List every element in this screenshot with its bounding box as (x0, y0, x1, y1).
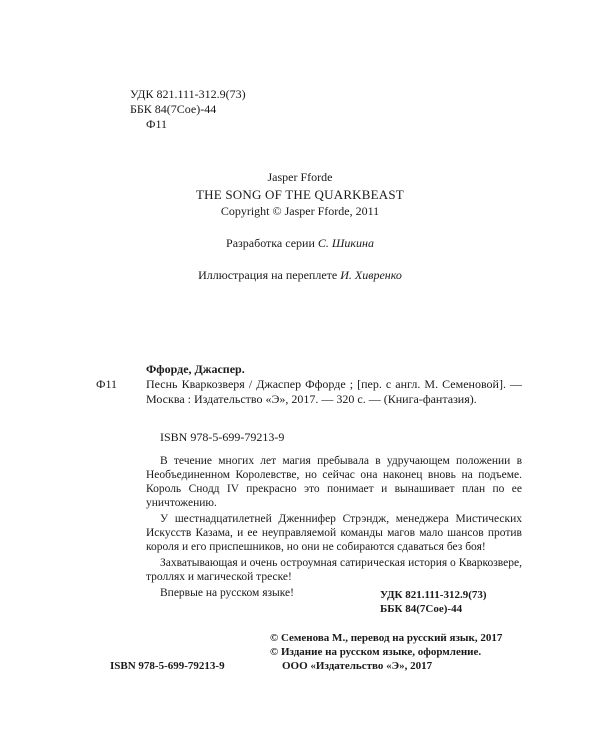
series-credit (0, 236, 600, 250)
rights-publisher: ООО «Издательство «Э», 2017 (282, 660, 433, 672)
annotation-paragraph: В течение многих лет магия пребывала в удручающем положении в Необъединенном Королевстве, но сейчас она наконец вновь на подъеме. Король Снодд IV прекрасно это понимает и вынашивает план по ее уничтожению. (146, 455, 522, 509)
original-author: Jasper Fforde (267, 170, 333, 184)
catalog-isbn: ISBN 978-5-699-79213-9 (160, 430, 285, 444)
catalog-heading: Ффорде, Джаспер. (146, 362, 245, 376)
rights-edition: © Издание на русском языке, оформление. (270, 646, 482, 658)
annotation (146, 454, 522, 600)
bbk-code-top: ББК 84(7Сое)-44 (130, 102, 217, 116)
annotation-paragraph: У шестнадцатилетней Дженнифер Стрэндж, менеджера Мистических Искусств Казама, и ее неуправляемой команды магов мало шансов против короля и его приспешников, но они не собираются сдаваться без боя! (146, 513, 522, 553)
annotation-paragraph: Захватывающая и очень остроумная сатирическая история о Кваркозвере, троллях и магической треске! (146, 557, 522, 583)
series-credit-prefix: Разработка серии (226, 236, 315, 250)
catalog-description: Песнь Кваркозверя / Джаспер Ффорде ; [пер. с англ. М. Семеновой]. — Москва : Издательство «Э», 2017. — 320 с. — (Книга-фантазия). (146, 377, 522, 406)
series-credit-name: С. Шикина (317, 236, 374, 250)
footer-isbn: ISBN 978-5-699-79213-9 (110, 660, 225, 672)
udk-code-top: УДК 821.111-312.9(73) (130, 87, 246, 101)
bbk-code-bottom: ББК 84(7Сое)-44 (380, 603, 463, 615)
catalog-sign: Ф11 (96, 377, 118, 391)
udk-code-bottom: УДК 821.111-312.9(73) (380, 589, 487, 601)
illustration-credit (0, 268, 600, 282)
illustration-credit-name: И. Хивренко (340, 268, 402, 282)
original-copyright: Copyright © Jasper Fforde, 2011 (220, 204, 380, 218)
annotation-paragraph: Впервые на русском языке! (160, 587, 294, 599)
illustration-credit-prefix: Иллюстрация на переплете (198, 268, 338, 282)
author-sign-top: Ф11 (146, 117, 168, 131)
original-title: THE SONG OF THE QUARKBEAST (196, 187, 404, 202)
rights-translation: © Семенова М., перевод на русский язык, 2017 (270, 632, 503, 644)
